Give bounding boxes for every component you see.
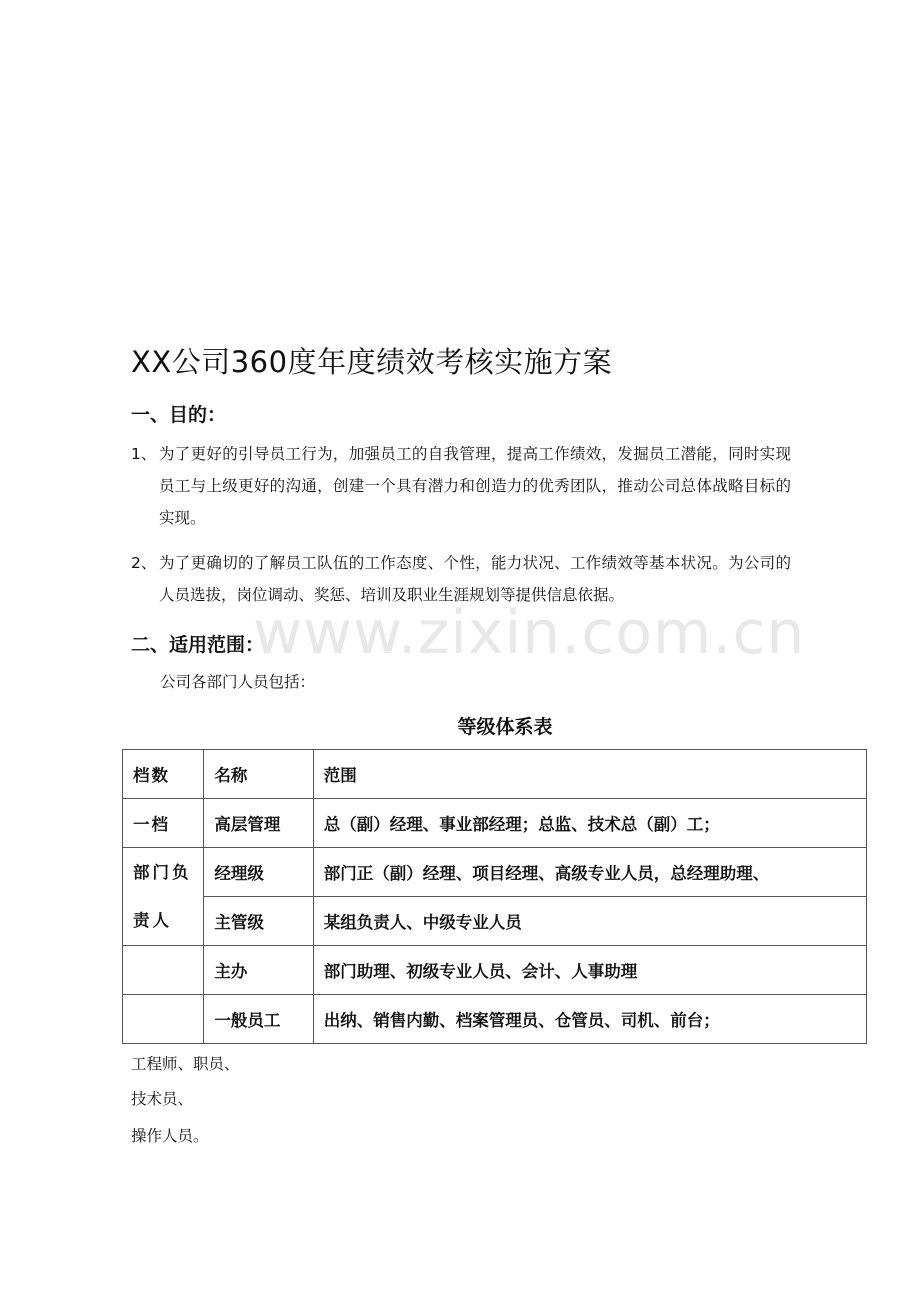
table-row — [123, 848, 867, 897]
document-title: XX公司360度年度绩效考核实施方案 — [131, 345, 613, 379]
table-row — [123, 946, 867, 995]
table-row — [123, 799, 867, 848]
trailing-line: 技术员、 — [131, 1090, 194, 1108]
scope-intro: 公司各部门人员包括： — [160, 673, 316, 691]
table-cell-scope: 某组负责人、中级专业人员 — [313, 897, 866, 946]
table-cell-scope: 部门助理、初级专业人员、会计、人事助理 — [313, 946, 866, 995]
list-item — [131, 438, 791, 534]
table-header-cell: 范围 — [313, 750, 866, 799]
table-cell-name: 主办 — [204, 946, 313, 995]
trailing-line: 工程师、职员、 — [131, 1055, 240, 1073]
table-header-cell: 名称 — [204, 750, 313, 799]
list-item-number: 2、 — [131, 554, 157, 572]
table-cell-scope: 出纳、销售内勤、档案管理员、仓管员、司机、前台； — [313, 995, 866, 1044]
table-header-cell: 档数 — [123, 750, 204, 799]
list-item — [131, 547, 791, 611]
grade-table — [122, 749, 867, 1044]
list-item-text: 为了更确切的了解员工队伍的工作态度、个性，能力状况、工作绩效等基本状况。为公司的人员选拔，岗位调动、奖惩、培训及职业生涯规划等提供信息依据。 — [159, 554, 791, 604]
table-cell-name: 一般员工 — [204, 995, 313, 1044]
table-cell-name: 经理级 — [204, 848, 313, 897]
table-cell-level: 部门负责人 — [123, 848, 204, 946]
table-cell-level: 一档 — [123, 799, 204, 848]
table-cell-level — [123, 946, 204, 995]
section-heading-scope: 二、适用范围： — [131, 634, 265, 656]
table-row — [123, 897, 867, 946]
table-cell-name: 高层管理 — [204, 799, 313, 848]
table-caption: 等级体系表 — [457, 716, 553, 738]
table-row — [123, 995, 867, 1044]
section-heading-purpose: 一、目的： — [131, 404, 227, 426]
table-cell-name: 主管级 — [204, 897, 313, 946]
list-item-number: 1、 — [131, 445, 157, 463]
table-header-row — [123, 750, 867, 799]
list-item-text: 为了更好的引导员工行为，加强员工的自我管理，提高工作绩效，发掘员工潜能，同时实现员工与上级更好的沟通，创建一个具有潜力和创造力的优秀团队，推动公司总体战略目标的实现。 — [159, 445, 791, 527]
table-cell-scope: 部门正（副）经理、项目经理、高级专业人员，总经理助理、 — [313, 848, 866, 897]
table-cell-scope: 总（副）经理、事业部经理；总监、技术总（副）工； — [313, 799, 866, 848]
watermark: www.zixin.com.cn — [253, 598, 806, 668]
table-cell-level — [123, 995, 204, 1044]
trailing-line: 操作人员。 — [131, 1127, 209, 1145]
